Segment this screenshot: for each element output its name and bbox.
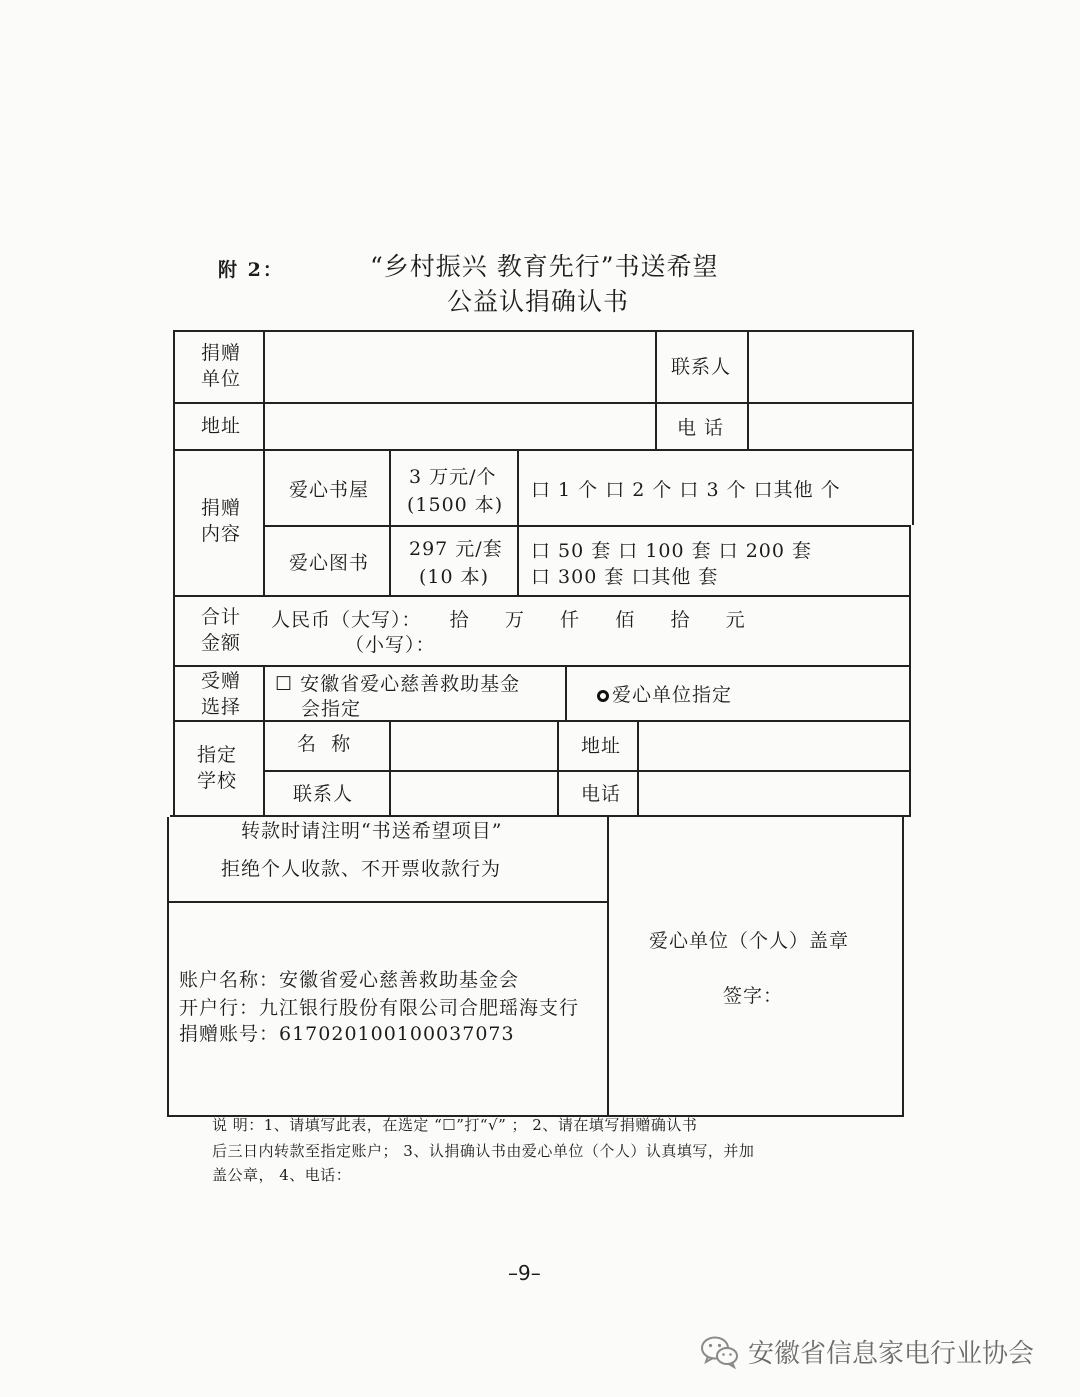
- row-divider: [263, 770, 911, 772]
- phone-label: 电 话: [677, 417, 725, 439]
- radio-selected-icon: [597, 690, 609, 702]
- column-divider: [607, 815, 609, 1115]
- bookhouse-label: 爱心书屋: [289, 479, 370, 501]
- row-divider: [173, 665, 911, 667]
- row-divider: [173, 720, 911, 722]
- notes-line-3: 盖公章， 4、电话：: [212, 1166, 352, 1184]
- books-options-row2[interactable]: 口 300 套 口其他 套: [531, 566, 719, 588]
- row-divider: [168, 901, 608, 903]
- form-border: [912, 330, 914, 525]
- watermark-text: 安徽省信息家电行业协会: [748, 1339, 1035, 1369]
- bank-name: 开户行：九江银行股份有限公司合肥瑶海支行: [179, 997, 580, 1019]
- row-divider: [173, 402, 914, 404]
- column-divider: [637, 720, 639, 815]
- column-divider: [747, 330, 749, 449]
- column-divider: [263, 665, 265, 815]
- row-divider: [170, 815, 911, 817]
- transfer-note: 转款时请注明“书送希望项目”: [241, 820, 503, 842]
- total-upper-amount: 人民币（大写）： 拾 万 仟 佰 拾 元: [271, 609, 746, 631]
- watermark: [700, 1333, 1034, 1370]
- attachment-label: 附 2：: [218, 259, 284, 281]
- school-name-label: 名 称: [297, 733, 352, 755]
- bookhouse-options[interactable]: 口 1 个 口 2 个 口 3 个 口其他 个: [531, 479, 841, 501]
- recipient-option-unit-text: 爱心单位指定: [612, 684, 733, 706]
- total-label: 合计金额: [201, 606, 242, 654]
- page-number: –9–: [508, 1261, 541, 1285]
- form-border: [173, 330, 914, 332]
- school-contact-label: 联系人: [293, 783, 354, 805]
- recipient-label: 受赠选择: [201, 670, 242, 718]
- recipient-option-foundation[interactable]: ☐ 安徽省爱心慈善救助基金: [275, 673, 521, 695]
- books-price-books: (10 本): [419, 566, 490, 588]
- wechat-icon: [700, 1335, 740, 1369]
- school-label: 指定学校: [197, 744, 238, 792]
- row-divider: [263, 525, 911, 527]
- recipient-option-foundation-cont: 会指定: [301, 698, 362, 720]
- bookhouse-price: 3 万元/个: [409, 466, 497, 488]
- donor-unit-label: 捐赠单位: [201, 342, 242, 390]
- content-label: 捐赠内容: [201, 497, 242, 545]
- school-phone-label: 电话: [581, 783, 622, 805]
- account-name: 账户名称：安徽省爱心慈善救助基金会: [179, 969, 520, 991]
- transfer-warning: 拒绝个人收款、不开票收款行为: [221, 858, 502, 880]
- row-divider: [173, 449, 914, 451]
- column-divider: [565, 665, 567, 720]
- bookhouse-price-books: (1500 本): [407, 494, 504, 516]
- address-label: 地址: [201, 415, 242, 437]
- notes-line-1: 说 明：1、请填写此表，在选定 “☐”打“√” ； 2、请在填写捐赠确认书: [212, 1116, 698, 1134]
- total-lower-amount: （小写）：: [345, 634, 436, 656]
- school-address-label: 地址: [581, 735, 622, 757]
- notes-line-2: 后三日内转款至指定账户； 3、认捐确认书由爱心单位（个人）认真填写，并加: [212, 1142, 755, 1160]
- recipient-option-unit[interactable]: [597, 682, 732, 708]
- contact-label: 联系人: [671, 356, 732, 378]
- column-divider: [389, 449, 391, 595]
- column-divider: [517, 449, 519, 595]
- seal-label: 爱心单位（个人）盖章: [649, 930, 850, 952]
- signature-label: 签字：: [723, 985, 784, 1007]
- column-divider: [263, 330, 265, 595]
- document-title: “乡村振兴 教育先行”书送希望: [370, 252, 719, 281]
- column-divider: [389, 720, 391, 815]
- account-number: 捐赠账号：617020100100037073: [179, 1023, 515, 1045]
- donation-form: [167, 330, 914, 1117]
- books-options-row1[interactable]: 口 50 套 口 100 套 口 200 套: [531, 540, 813, 562]
- row-divider: [173, 595, 911, 597]
- column-divider: [557, 720, 559, 815]
- column-divider: [655, 330, 657, 449]
- books-price: 297 元/套: [409, 538, 503, 560]
- form-border: [902, 815, 904, 1117]
- books-label: 爱心图书: [289, 552, 370, 574]
- form-border: [167, 817, 169, 1117]
- document-subtitle: 公益认捐确认书: [447, 287, 630, 316]
